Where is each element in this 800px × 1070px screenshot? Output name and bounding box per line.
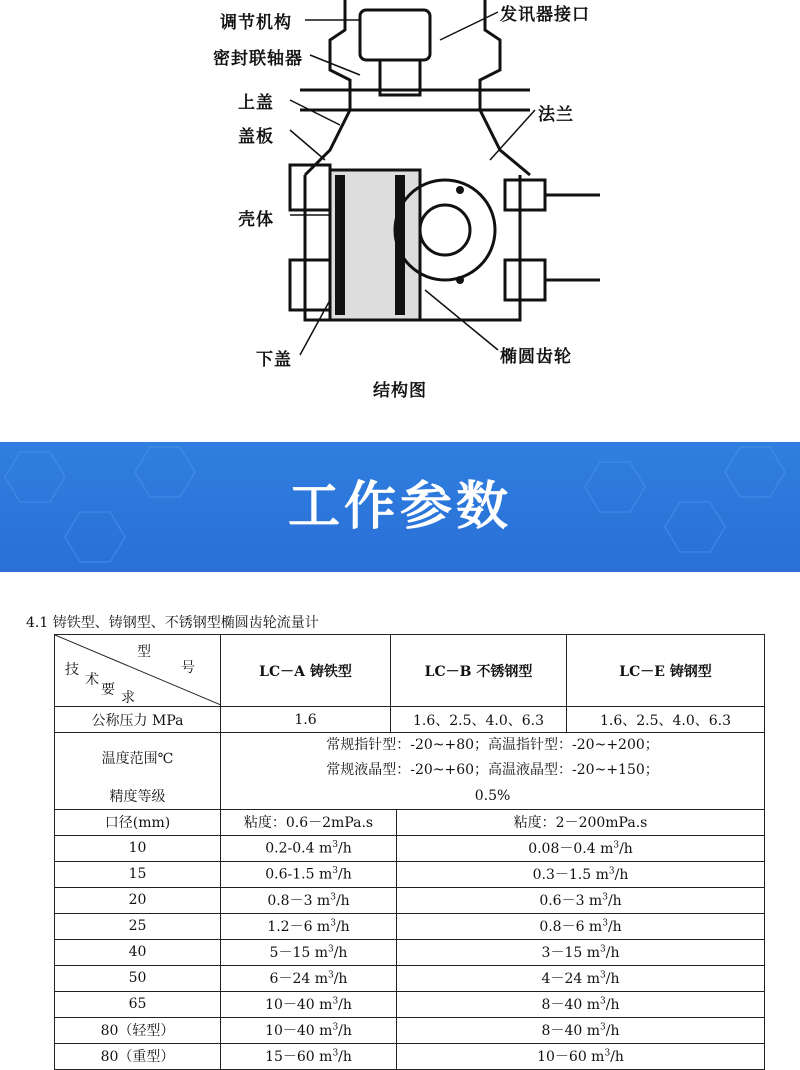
flow-cell-high [397, 913, 765, 939]
cell-text: 3－15 m [541, 945, 600, 961]
label-adjust: 调节机构 [220, 13, 292, 33]
table-row [55, 939, 765, 965]
flow-cell-high [397, 861, 765, 887]
unit-tail: /h [338, 1049, 352, 1065]
flow-cell-low [221, 1043, 397, 1069]
cell-text: 65 [128, 996, 147, 1012]
label-housing: 壳体 [238, 210, 274, 230]
unit-tail: /h [338, 1023, 352, 1039]
cell-text: 10－60 m [537, 1049, 605, 1065]
label-cover-plate: 盖板 [238, 127, 274, 147]
label-signal-port: 发讯器接口 [500, 5, 590, 25]
cell-text: 50 [128, 970, 147, 986]
table-row [55, 887, 765, 913]
flow-cell-high [397, 835, 765, 861]
unit-superscript: 3 [600, 944, 606, 955]
banner-title: 工作参数 [287, 477, 512, 537]
unit-superscript: 3 [600, 1022, 606, 1033]
cell-text: 10－40 m [265, 997, 333, 1013]
corner-char: 号 [181, 660, 195, 676]
cell-text: 0.8－3 m [267, 893, 331, 909]
table-row [55, 913, 765, 939]
flowmeter-drawing [0, 0, 800, 420]
cell-text: 8－40 m [541, 997, 600, 1013]
diagram-caption: 结构图 [373, 381, 427, 401]
unit-superscript: 3 [327, 944, 334, 955]
label-flange: 法兰 [538, 105, 574, 125]
unit-tail: /h [333, 971, 348, 987]
cell-text: 0.08－0.4 m [528, 841, 614, 857]
label-upper-cover: 上盖 [238, 93, 274, 113]
cell-text: 5－15 m [269, 945, 328, 961]
model-e: LC－E 铸钢型 [567, 635, 765, 707]
corner-char: 型 [137, 644, 151, 660]
flow-rows [55, 835, 765, 1069]
cell-text: 6－24 m [269, 971, 328, 987]
table-row [55, 835, 765, 861]
unit-superscript: 3 [327, 970, 334, 981]
flow-cell-low [221, 1017, 397, 1043]
table-row [55, 991, 765, 1017]
unit-tail: /h [614, 867, 629, 883]
unit-superscript: 3 [608, 866, 615, 877]
accuracy-value: 0.5% [221, 783, 765, 809]
corner-char: 术 [85, 672, 99, 688]
flow-cell-low [221, 835, 397, 861]
temperature-values [221, 733, 765, 784]
flow-cell-low [221, 965, 397, 991]
cell-text: 4－24 m [541, 971, 600, 987]
unit-superscript: 3 [604, 1048, 611, 1059]
unit-superscript: 3 [600, 970, 606, 981]
unit-superscript: 3 [332, 1048, 339, 1059]
flow-cell-high [397, 1043, 765, 1069]
model-b: LC－B 不锈钢型 [391, 635, 567, 707]
cell-text: 15－60 m [265, 1049, 333, 1065]
unit-tail: /h [338, 997, 352, 1013]
table-row [55, 1017, 765, 1043]
model-a: LC－A 铸铁型 [221, 635, 391, 707]
accuracy-label: 精度等级 [55, 783, 221, 809]
cell-text: 0.6-1.5 m [265, 866, 333, 883]
table-row [55, 861, 765, 887]
temperature-line: 常规液晶型：-20~+60；高温液晶型：-20~+150； [326, 762, 659, 778]
table-row [55, 733, 765, 784]
structure-diagram [0, 0, 800, 420]
pressure-b: 1.6、2.5、4.0、6.3 [391, 707, 567, 733]
flow-cell-low [221, 861, 397, 887]
flow-cell-dn [55, 835, 221, 861]
cell-text: 0.6－3 m [539, 893, 603, 909]
flow-cell-dn [55, 1043, 221, 1069]
cell-text: 0.2-0.4 m [265, 840, 333, 857]
flow-header-low: 粘度：0.6－2mPa.s [221, 809, 397, 835]
unit-tail: /h [605, 997, 620, 1013]
flow-cell-high [397, 1017, 765, 1043]
unit-superscript: 3 [600, 996, 606, 1007]
flow-header-high: 粘度：2－200mPa.s [397, 809, 765, 835]
corner-char: 技 [65, 662, 79, 678]
section-banner [0, 442, 800, 572]
pressure-label: 公称压力 MPa [55, 707, 221, 733]
table-row [55, 707, 765, 733]
unit-tail: /h [338, 840, 352, 857]
cell-text: 80（重型） [100, 1049, 175, 1065]
pressure-e: 1.6、2.5、4.0、6.3 [567, 707, 765, 733]
flow-cell-dn [55, 861, 221, 887]
flow-cell-high [397, 939, 765, 965]
unit-superscript: 3 [602, 918, 608, 929]
unit-tail: /h [610, 1049, 624, 1065]
cell-text: 20 [128, 892, 147, 908]
unit-tail: /h [333, 945, 348, 961]
pressure-a: 1.6 [221, 707, 391, 733]
flow-header-label: 口径(mm) [55, 809, 221, 835]
cell-text: 25 [128, 918, 147, 934]
flow-cell-low [221, 939, 397, 965]
cell-text: 0.3－1.5 m [532, 867, 609, 883]
flow-cell-dn [55, 887, 221, 913]
corner-cell [55, 635, 221, 707]
cell-text: 15 [128, 866, 147, 882]
flow-cell-low [221, 991, 397, 1017]
cell-text: 0.8－6 m [539, 919, 603, 935]
label-gear: 椭圆齿轮 [500, 347, 572, 367]
table-row [55, 783, 765, 809]
table-header-row [55, 635, 765, 707]
corner-char: 要 [101, 682, 115, 698]
unit-tail: /h [605, 971, 620, 987]
cell-text: 80（轻型） [100, 1023, 175, 1039]
section-title: 4.1 铸铁型、铸钢型、不锈钢型椭圆齿轮流量计 [26, 615, 319, 631]
unit-superscript: 3 [330, 918, 336, 929]
flow-cell-dn [55, 991, 221, 1017]
unit-tail: /h [605, 1023, 620, 1039]
flow-cell-low [221, 887, 397, 913]
spec-table [54, 634, 765, 1070]
cell-text: 8－40 m [541, 1023, 600, 1039]
cell-text: 40 [128, 944, 147, 960]
flow-cell-high [397, 991, 765, 1017]
flow-cell-low [221, 913, 397, 939]
unit-tail: /h [605, 945, 620, 961]
unit-tail: /h [607, 919, 622, 935]
flow-cell-high [397, 965, 765, 991]
table-row [55, 965, 765, 991]
table-row [55, 809, 765, 835]
unit-tail: /h [338, 866, 352, 883]
temperature-label: 温度范围℃ [55, 733, 221, 784]
unit-superscript: 3 [602, 892, 608, 903]
flow-cell-high [397, 887, 765, 913]
unit-tail: /h [335, 893, 350, 909]
unit-superscript: 3 [330, 892, 336, 903]
unit-superscript: 3 [613, 840, 620, 851]
unit-superscript: 3 [332, 1022, 339, 1033]
cell-text: 1.2－6 m [267, 919, 331, 935]
unit-superscript: 3 [332, 865, 338, 876]
flow-cell-dn [55, 965, 221, 991]
cell-text: 10 [128, 840, 147, 856]
unit-tail: /h [619, 841, 633, 857]
label-lower-cover: 下盖 [256, 350, 292, 370]
unit-superscript: 3 [332, 996, 339, 1007]
flow-cell-dn [55, 1017, 221, 1043]
flow-cell-dn [55, 939, 221, 965]
unit-tail: /h [335, 919, 350, 935]
temperature-line: 常规指针型：-20~+80；高温指针型：-20~+200； [326, 737, 659, 753]
label-seal: 密封联轴器 [213, 49, 303, 69]
corner-char: 求 [121, 690, 135, 706]
unit-superscript: 3 [332, 839, 338, 850]
cell-text: 10－40 m [265, 1023, 333, 1039]
table-row [55, 1043, 765, 1069]
unit-tail: /h [607, 893, 622, 909]
flow-cell-dn [55, 913, 221, 939]
